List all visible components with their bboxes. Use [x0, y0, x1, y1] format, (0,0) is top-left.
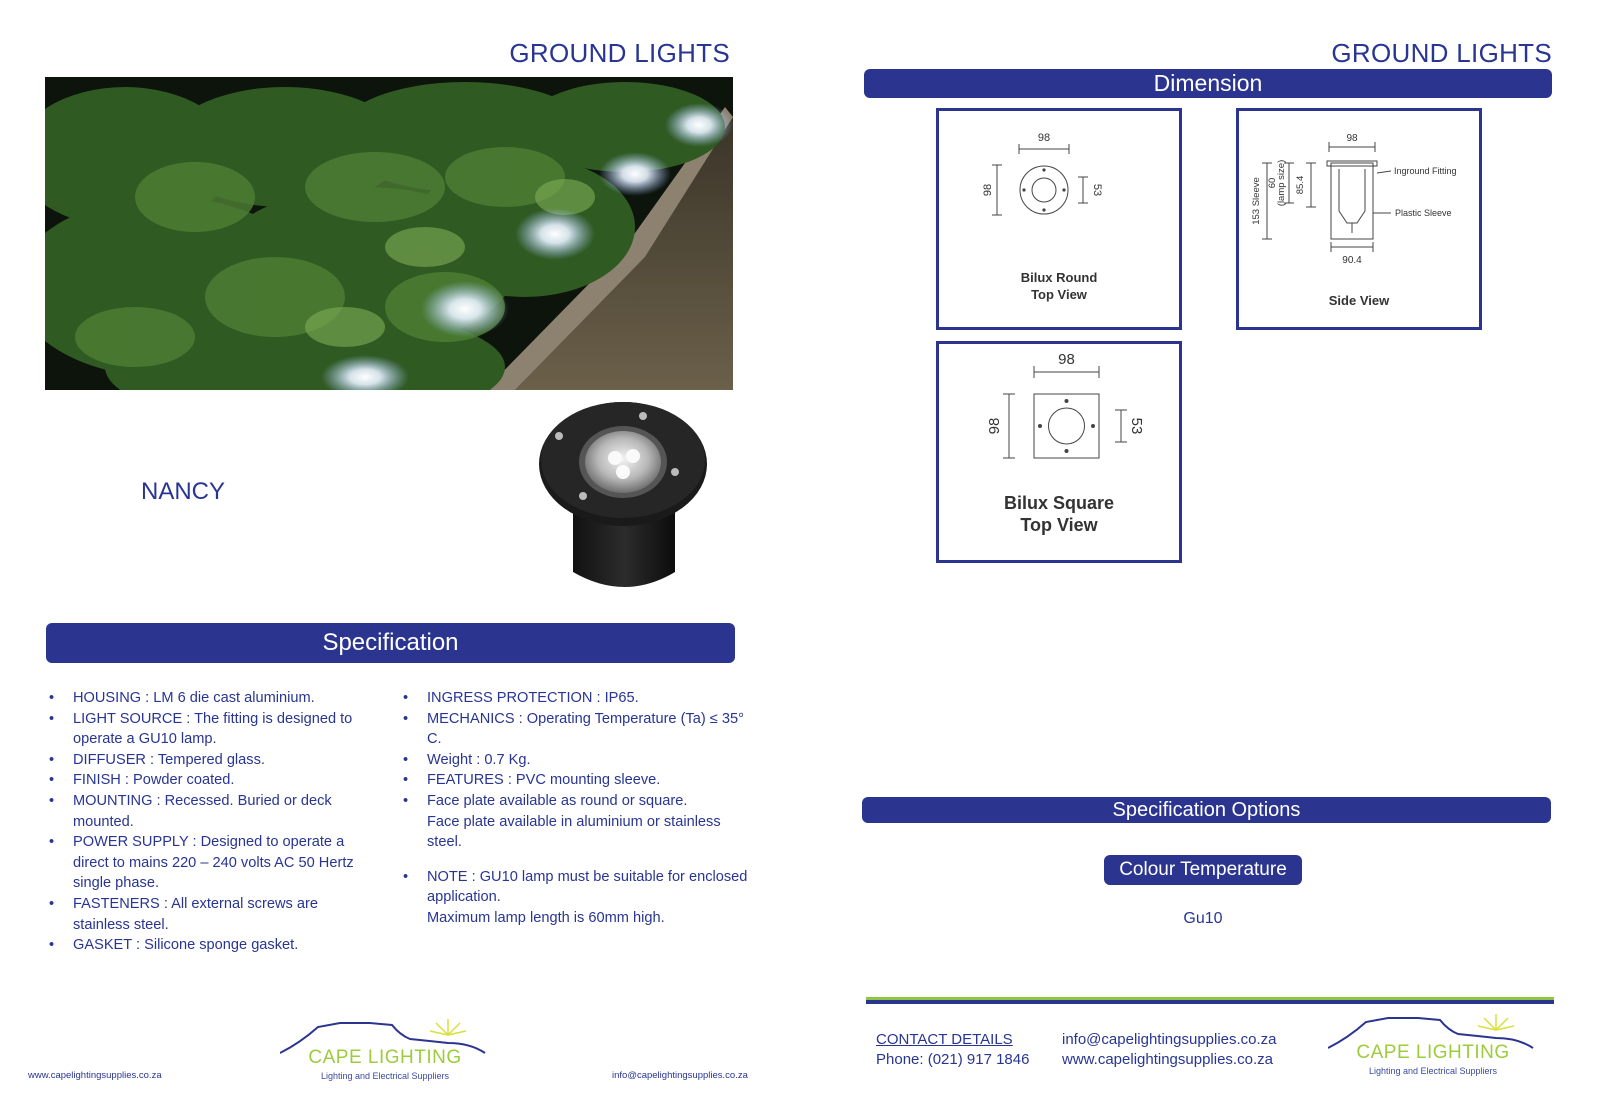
round-caption-line1: Bilux Round — [1020, 270, 1098, 285]
spec-item-note: • NOTE : GU10 lamp must be suitable for enclosed application. — [400, 867, 750, 908]
spec-item-fasteners: • FASTENERS : All external screws are stainless steel. — [46, 894, 376, 935]
spec-item-max-lamp-length: Maximum lamp length is 60mm high. — [427, 909, 665, 926]
cape-lighting-logo-right — [1328, 1008, 1538, 1088]
right-page-title: GROUND LIGHTS — [1331, 38, 1552, 68]
side-fitting-depth-label: 85.4 — [1295, 175, 1306, 195]
product-name: NANCY — [141, 478, 226, 505]
contact-info — [1062, 1030, 1277, 1070]
side-bottom-width-label: 90.4 — [1342, 255, 1362, 266]
spec-item-weight: • Weight : 0.7 Kg. — [400, 750, 750, 771]
logo-wordmark: CAPE LIGHTING — [308, 1047, 462, 1068]
contact-website-link[interactable]: www.capelightingsupplies.co.za — [1062, 1051, 1273, 1068]
ground-light-fixture-illustration — [535, 402, 715, 594]
spec-item-ingress-protection: • INGRESS PROTECTION : IP65. — [400, 688, 750, 709]
spec-item-power-supply: • POWER SUPPLY : Designed to operate a direct to mains 220 – 240 volts AC 50 Hertz single phase. — [46, 832, 376, 894]
square-height-label: 98 — [986, 417, 1003, 435]
spec-list-right — [400, 688, 750, 929]
left-page-title: GROUND LIGHTS — [509, 38, 730, 68]
square-caption-line1: Bilux Square — [1003, 493, 1115, 513]
product-image-ground-light — [535, 402, 715, 594]
side-sleeve-label: 153 Sleeve — [1251, 177, 1262, 225]
spec-list-left — [46, 688, 376, 956]
contact-phone: Phone: (021) 917 1846 — [876, 1051, 1030, 1068]
spec-item-finish: • FINISH : Powder coated. — [46, 770, 376, 791]
side-caption: Side View — [1328, 293, 1390, 308]
dimension-diagram-square-top-view — [936, 341, 1182, 563]
specification-options-heading — [862, 797, 1551, 823]
logo-tagline-right: Lighting and Electrical Suppliers — [1368, 1066, 1498, 1076]
cape-lighting-logo — [280, 1013, 490, 1093]
square-caption-line2: Top View — [1020, 515, 1098, 535]
square-caption — [939, 492, 1179, 536]
dimension-heading-label: Dimension — [1153, 70, 1263, 96]
spec-item-gasket: • GASKET : Silicone sponge gasket. — [46, 935, 376, 956]
hero-photo-garden-ground-lights — [45, 77, 733, 390]
spec-item-diffuser: • DIFFUSER : Tempered glass. — [46, 750, 376, 771]
footer-divider-blue — [866, 1000, 1554, 1004]
side-top-width-label: 98 — [1346, 133, 1358, 144]
logo-tagline: Lighting and Electrical Suppliers — [320, 1071, 450, 1081]
contact-heading: CONTACT DETAILS — [876, 1031, 1013, 1048]
side-lamp-label: 60 — [1267, 177, 1278, 189]
round-width-label: 98 — [1037, 132, 1051, 144]
colour-temperature-heading — [1104, 855, 1302, 885]
spec-item-face-plate-shape: • Face plate available as round or square. — [400, 791, 750, 812]
round-inner-label: 53 — [1091, 183, 1103, 197]
dimension-diagram-side-view — [1236, 108, 1482, 330]
colour-temperature-label: Colour Temperature — [1119, 859, 1287, 880]
spec-item-face-plate-material: Face plate available in aluminium or stainless steel. — [427, 813, 721, 851]
dimension-diagram-round-top-view — [936, 108, 1182, 330]
spec-item-mounting: • MOUNTING : Recessed. Buried or deck mounted. — [46, 791, 376, 832]
spec-item-features: • FEATURES : PVC mounting sleeve. — [400, 770, 750, 791]
side-plastic-sleeve-label: Plastic Sleeve — [1395, 208, 1452, 218]
specification-heading-label: Specification — [322, 629, 459, 656]
round-caption — [939, 269, 1179, 303]
footer-email-link[interactable]: info@capelightingsupplies.co.za — [612, 1070, 748, 1081]
square-inner-label: 53 — [1128, 417, 1145, 435]
garden-photo-illustration — [45, 77, 733, 390]
spec-item-housing: • HOUSING : LM 6 die cast aluminium. — [46, 688, 376, 709]
round-height-label: 98 — [982, 183, 994, 197]
spec-item-light-source: • LIGHT SOURCE : The fitting is designed to operate a GU10 lamp. — [46, 709, 376, 750]
square-width-label: 98 — [1058, 351, 1075, 368]
contact-email-link[interactable]: info@capelightingsupplies.co.za — [1062, 1031, 1277, 1048]
side-inground-fitting-label: Inground Fitting — [1394, 166, 1457, 176]
round-caption-line2: Top View — [1031, 287, 1087, 302]
specification-options-label: Specification Options — [1112, 799, 1301, 821]
footer-website-link[interactable]: www.capelightingsupplies.co.za — [28, 1070, 162, 1081]
contact-details — [876, 1030, 1029, 1070]
dimension-heading — [864, 69, 1552, 98]
logo-wordmark-right: CAPE LIGHTING — [1356, 1042, 1510, 1063]
colour-temperature-value: Gu10 — [1183, 910, 1223, 927]
spec-item-mechanics: • MECHANICS : Operating Temperature (Ta) ≤ 35° C. — [400, 709, 750, 750]
side-lamp-note-label: (lamp size) — [1276, 159, 1287, 207]
specification-heading — [46, 623, 735, 663]
